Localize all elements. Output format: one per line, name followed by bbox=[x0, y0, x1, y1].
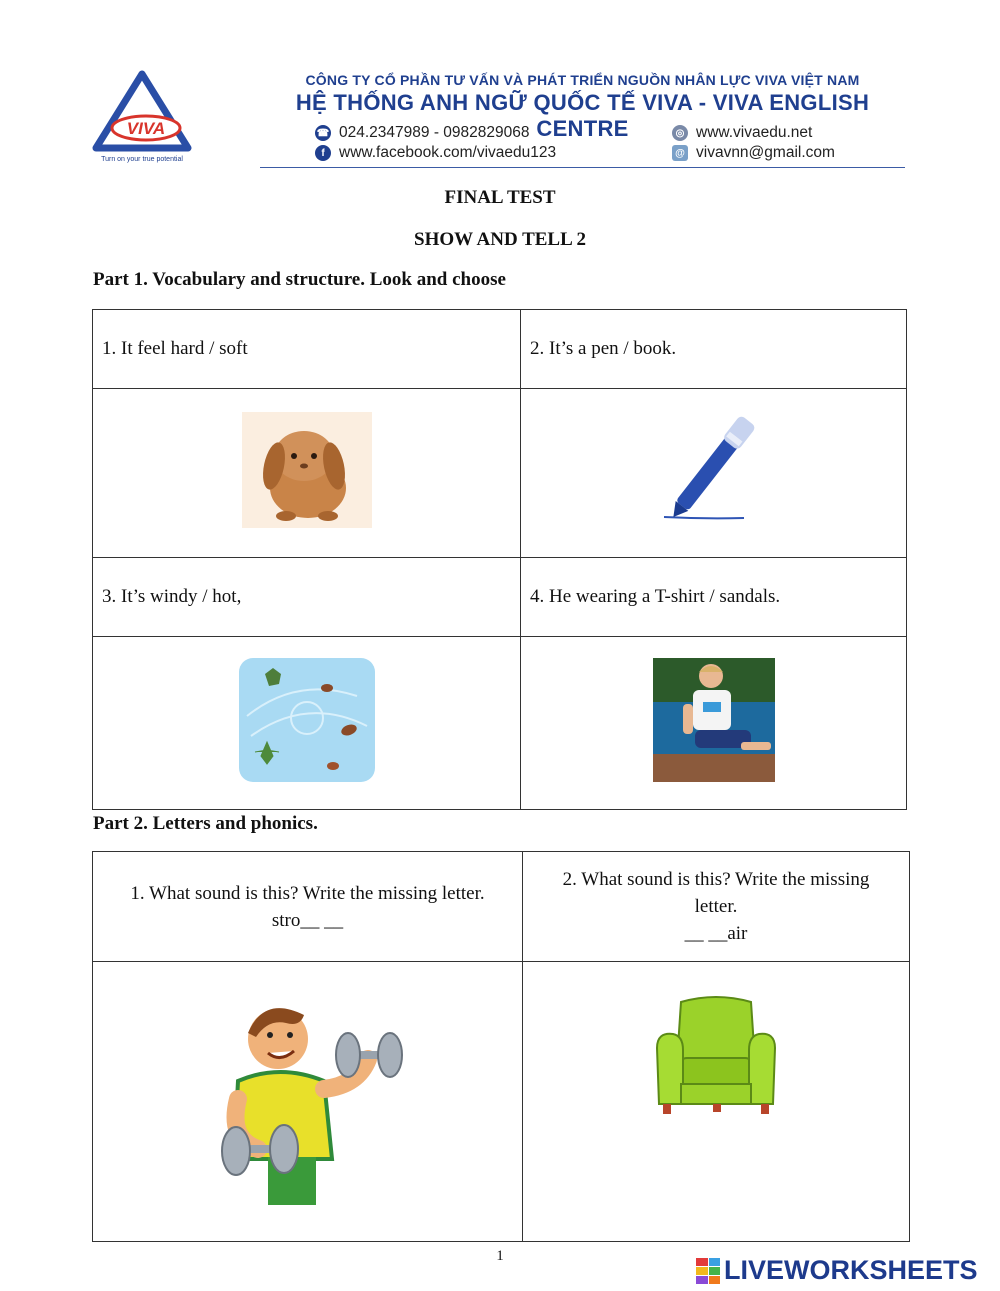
part1-heading: Part 1. Vocabulary and structure. Look and choose bbox=[93, 269, 506, 290]
strong-man-image bbox=[93, 962, 523, 1242]
viva-logo bbox=[92, 70, 192, 166]
email-contact bbox=[672, 144, 835, 162]
part1-question-2[interactable]: 2. It’s a pen / book. bbox=[521, 310, 907, 389]
phone-contact bbox=[315, 124, 530, 142]
test-subtitle: SHOW AND TELL 2 bbox=[414, 229, 586, 250]
liveworksheets-text: LIVEWORKSHEETS bbox=[724, 1255, 978, 1285]
pen-image bbox=[521, 389, 907, 558]
part1-table bbox=[92, 309, 907, 810]
part2-word-2[interactable]: __ __air bbox=[684, 923, 748, 944]
boy-tshirt-image bbox=[521, 637, 907, 810]
part2-word-1[interactable]: stro__ __ bbox=[271, 909, 344, 931]
facebook-icon: f bbox=[315, 145, 331, 161]
part1-question-3[interactable]: 3. It’s windy / hot, bbox=[93, 558, 521, 637]
part2-heading: Part 2. Letters and phonics. bbox=[93, 813, 318, 834]
part2-question-2 bbox=[523, 852, 910, 962]
rabbit-image bbox=[93, 389, 521, 558]
part2-table bbox=[92, 851, 910, 1242]
globe-icon: ◎ bbox=[672, 125, 688, 141]
system-line: HỆ THỐNG ANH NGỮ QUỐC TẾ VIVA - VIVA ENGLISH CENTRE bbox=[295, 90, 870, 141]
part2-question-1 bbox=[93, 852, 523, 962]
logo-text: VIVA bbox=[126, 119, 166, 138]
liveworksheets-icon bbox=[696, 1258, 720, 1284]
part2-prompt-1: 1. What sound is this? Write the missing letter. bbox=[130, 882, 485, 904]
phone-icon: ☎ bbox=[315, 125, 331, 141]
logo-tagline: Turn on your true potential bbox=[101, 156, 183, 163]
liveworksheets-brand[interactable] bbox=[696, 1255, 978, 1286]
part1-question-1[interactable]: 1. It feel hard / soft bbox=[93, 310, 521, 389]
website-text[interactable]: www.vivaedu.net bbox=[696, 124, 813, 141]
page-number: 1 bbox=[496, 1248, 504, 1264]
test-title: FINAL TEST bbox=[444, 187, 556, 208]
part1-question-4[interactable]: 4. He wearing a T-shirt / sandals. bbox=[521, 558, 907, 637]
header-divider bbox=[260, 167, 905, 168]
phone-text: 024.2347989 - 0982829068 bbox=[339, 124, 530, 141]
part2-prompt-2: 2. What sound is this? Write the missing letter. bbox=[562, 869, 870, 917]
windy-leaves-image bbox=[93, 637, 521, 810]
email-text[interactable]: vivavnn@gmail.com bbox=[696, 144, 835, 161]
website-contact bbox=[672, 124, 812, 142]
facebook-text[interactable]: www.facebook.com/vivaedu123 bbox=[339, 144, 557, 161]
facebook-contact bbox=[315, 144, 556, 162]
email-icon: @ bbox=[672, 145, 688, 161]
armchair-image bbox=[523, 962, 910, 1242]
company-line: CÔNG TY CỔ PHẦN TƯ VẤN VÀ PHÁT TRIỂN NGUỒN NHÂN LỰC VIVA VIỆT NAM bbox=[305, 72, 860, 88]
